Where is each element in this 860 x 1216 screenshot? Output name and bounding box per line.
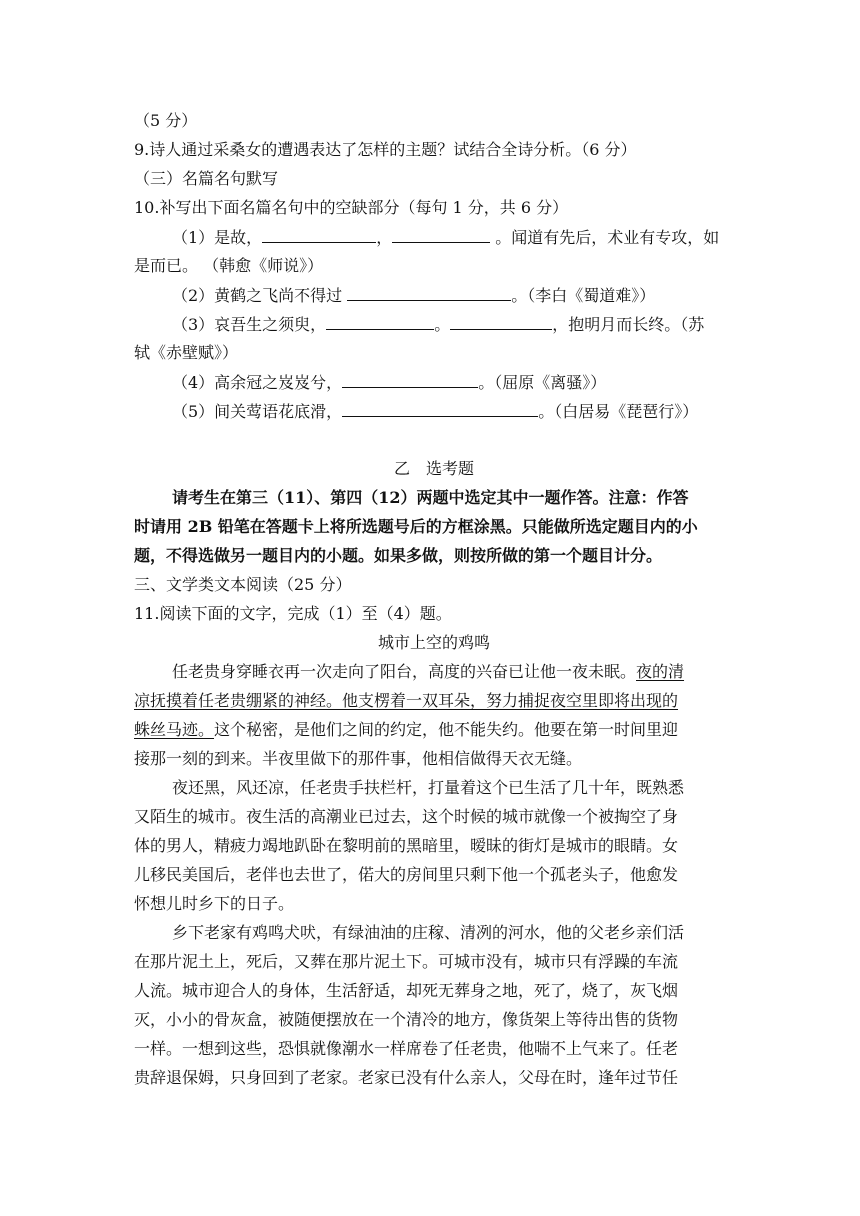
- q10-item-1-line-1: [172, 226, 734, 249]
- underlined-sentence-start: 夜的清: [636, 662, 685, 681]
- q10-item-5: [172, 400, 734, 423]
- para-2-line-4: 儿移民美国后，老伴也去世了，偌大的房间里只剩下他一个孤老头子，他愈发: [134, 865, 679, 884]
- q10-1-blank-1[interactable]: [262, 226, 376, 243]
- notice-line-3: 题，不得选做另一题目内的小题。如果多做，则按所做的第一个题目计分。: [134, 546, 663, 565]
- q10-4-text-b: 。（屈原《离骚》）: [478, 373, 607, 392]
- para-3-line-5: 一样。一想到这些，恐惧就像潮水一样席卷了任老贵，他喘不上气来了。任老: [134, 1039, 679, 1058]
- q10-1-text-b: ，: [376, 228, 393, 247]
- q10-2-blank-1[interactable]: [347, 284, 511, 301]
- para-3-line-4: 灭，小小的骨灰盒，被随便摆放在一个清冷的地方，像货架上等待出售的货物: [134, 1010, 679, 1029]
- section-heading-three: 三、文学类文本阅读（25 分）: [134, 575, 352, 594]
- para-2-line-2: 又陌生的城市。夜生活的高潮业已过去，这个时候的城市就像一个被掏空了身: [134, 807, 679, 826]
- q10-2-text-a: （2）黄鹤之飞尚不得过: [172, 286, 343, 305]
- section-heading-mingpian: （三）名篇名句默写: [134, 169, 279, 188]
- q10-2-text-b: 。（李白《蜀道难》）: [511, 286, 656, 305]
- story-title: 城市上空的鸡鸣: [377, 633, 490, 652]
- question-9: 9.诗人通过采桑女的遭遇表达了怎样的主题？试结合全诗分析。（6 分）: [134, 140, 637, 159]
- q10-1-blank-2[interactable]: [392, 226, 490, 243]
- q10-item-4: [172, 371, 734, 394]
- para-1-text-a: 任老贵身穿睡衣再一次走向了阳台，高度的兴奋已让他一夜未眠。: [172, 662, 637, 681]
- para-1-line-3: [134, 719, 734, 741]
- q10-3-blank-1[interactable]: [326, 313, 434, 330]
- para-2-line-1: 夜还黑，风还凉，任老贵手扶栏杆，打量着这个已生活了几十年，既熟悉: [172, 778, 685, 797]
- q10-3-text-b: 。: [434, 315, 451, 334]
- section-heading-yi: 乙 选考题: [393, 459, 474, 478]
- q10-5-text-a: （5）间关莺语花底滑，: [172, 402, 343, 421]
- q10-3-blank-2[interactable]: [450, 313, 552, 330]
- q10-3-text-a: （3）哀吾生之须臾，: [172, 315, 327, 334]
- q10-item-3-line-1: [172, 313, 734, 336]
- para-1-line-2: 凉抚摸着任老贵绷紧的神经。他支楞着一双耳朵，努力捕捉夜空里即将出现的: [134, 691, 679, 710]
- para-1-line-1: [172, 661, 734, 683]
- para-2-line-3: 体的男人，精疲力竭地趴卧在黎明前的黑暗里，暧昧的街灯是城市的眼睛。女: [134, 836, 679, 855]
- q10-item-3-line-2: 轼《赤壁赋》）: [134, 343, 239, 362]
- question-10: 10.补写出下面名篇名句中的空缺部分（每句 1 分，共 6 分）: [134, 198, 569, 217]
- para-3-line-1: 乡下老家有鸡鸣犬吠，有绿油油的庄稼、清冽的河水，他的父老乡亲们活: [172, 923, 685, 942]
- q10-3-text-c: ，抱明月而长终。（苏: [552, 315, 705, 334]
- question-11: 11.阅读下面的文字，完成（1）至（4）题。: [134, 604, 452, 623]
- para-3-line-3: 人流。城市迎合人的身体，生活舒适，却死无葬身之地，死了，烧了，灰飞烟: [134, 981, 679, 1000]
- q10-1-text-c: 。闻道有先后，术业有专攻，如: [495, 228, 720, 247]
- para-3-line-2: 在那片泥土上，死后，又葬在那片泥土下。可城市没有，城市只有浮躁的车流: [134, 952, 679, 971]
- para-3-line-6: 贵辞退保姆，只身回到了老家。老家已没有什么亲人，父母在时，逢年过节任: [134, 1068, 679, 1087]
- q10-5-blank-1[interactable]: [342, 400, 538, 417]
- para-2-line-5: 怀想儿时乡下的日子。: [134, 894, 295, 913]
- q10-1-text-a: （1）是故，: [172, 228, 263, 247]
- para-1-text-b: 这个秘密，是他们之间的约定，他不能失约。他要在第一时间里迎: [214, 720, 679, 739]
- underlined-sentence-end: 蛛丝马迹。: [134, 720, 215, 739]
- notice-line-1: 请考生在第三（11）、第四（12）两题中选定其中一题作答。注意：作答: [172, 488, 689, 507]
- q10-5-text-b: 。（白居易《琵琶行》）: [538, 402, 699, 421]
- q10-4-text-a: （4）高余冠之岌岌兮，: [172, 373, 343, 392]
- q10-item-1-line-2: 是而已。 （韩愈《师说》）: [134, 256, 324, 275]
- q10-item-2: [172, 284, 734, 307]
- q8-score: （5 分）: [134, 111, 198, 130]
- q10-4-blank-1[interactable]: [342, 371, 478, 388]
- para-1-line-4: 接那一刻的到来。半夜里做下的那件事，他相信做得天衣无缝。: [134, 749, 583, 768]
- notice-line-2: 时请用 2B 铅笔在答题卡上将所选题号后的方框涂黑。只能做所选定题目内的小: [134, 517, 698, 536]
